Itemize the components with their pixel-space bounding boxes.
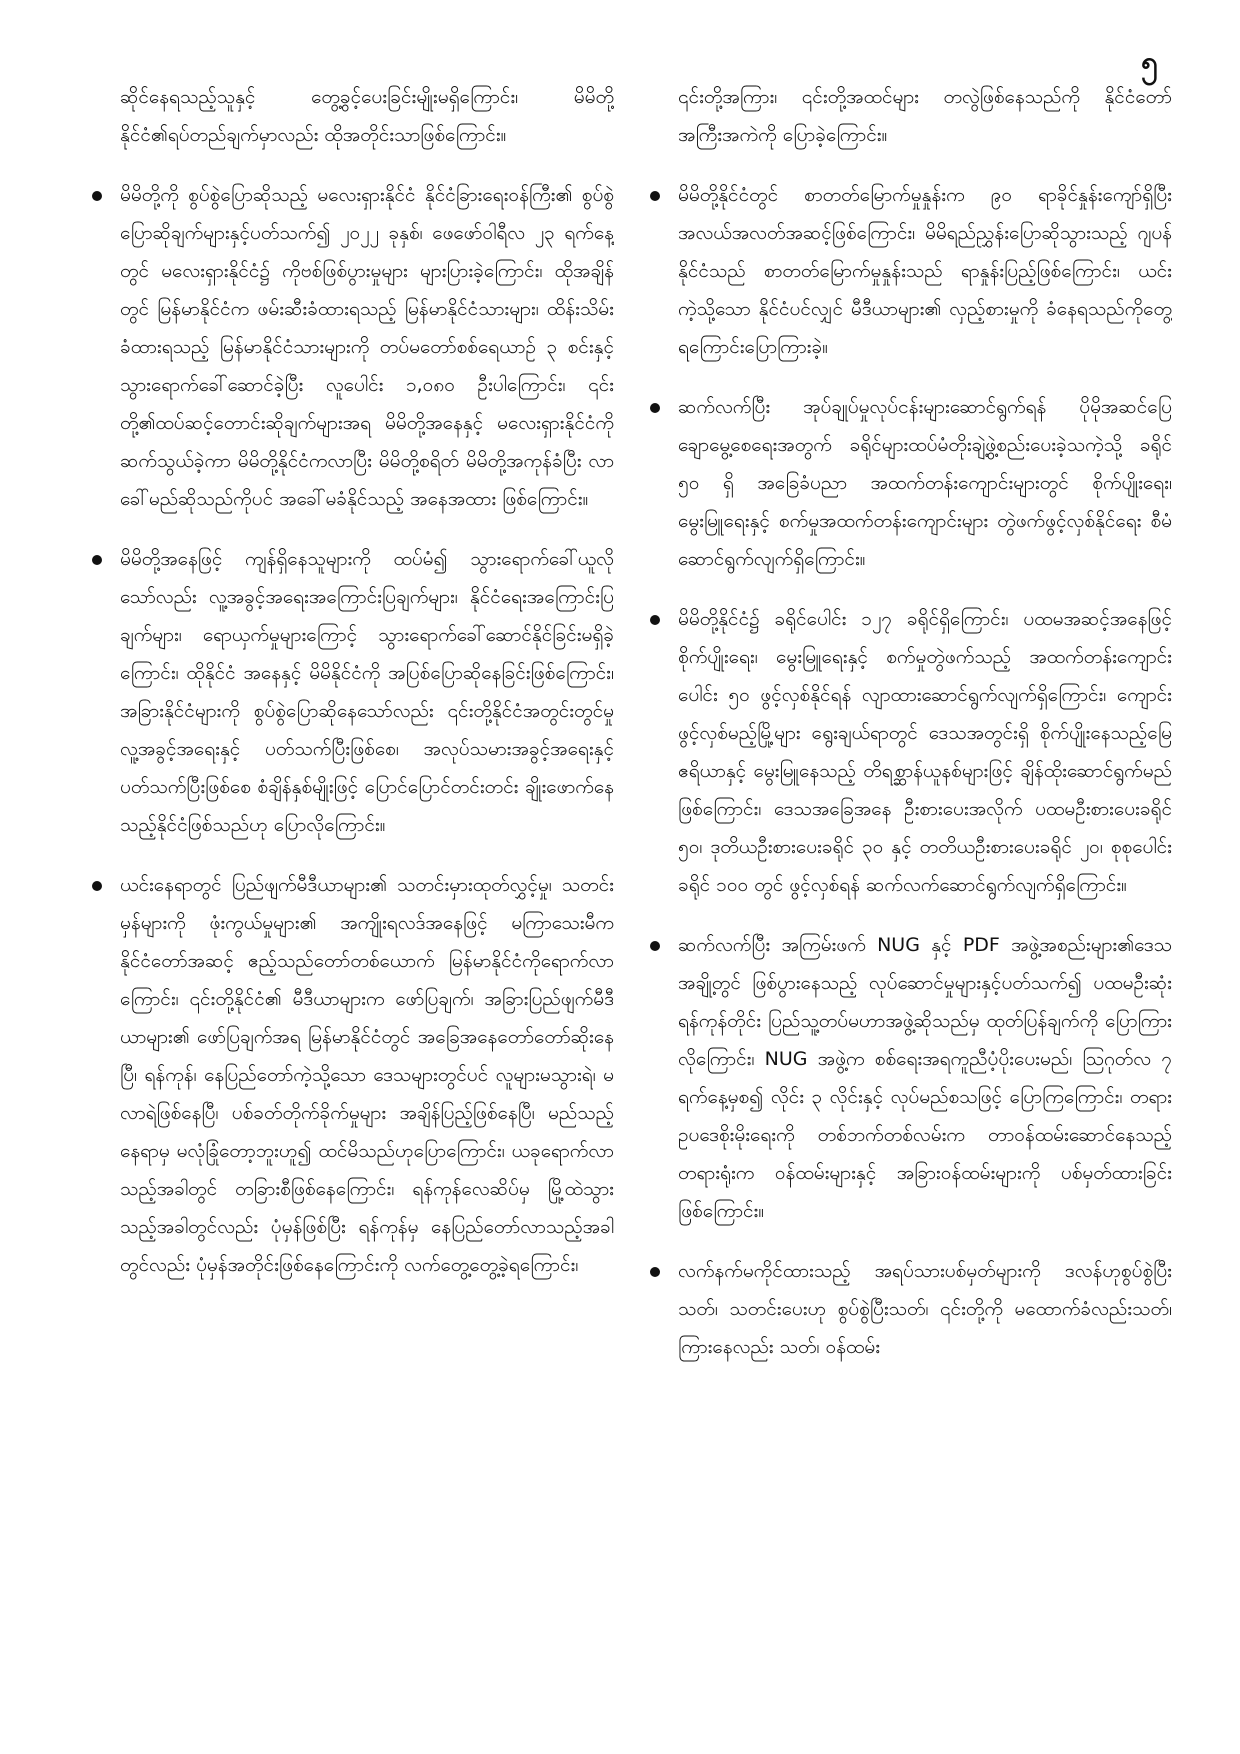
bullet-icon: [92, 555, 102, 565]
bullet-icon: [92, 881, 102, 891]
paragraph-text: မိမိတို့အနေဖြင့် ကျန်ရှိနေသူများကို ထပ်မံ၍ သွားရောက်ခေါ်ယူလိုသော်လည်း လူ့အခွင့်အရေးအကြောင်းပြချက်များ၊ နိုင်ငံရေးအကြောင်းပြချက်များ၊ ရောယှက်မှုများကြောင့် သွားရောက်ခေါ်ဆောင်နိုင်ခြင်းမရှိခဲ့ကြောင်း၊ ထိုနိုင်ငံ အနေနှင့် မိမိနိုင်ငံကို အပြစ်ပြောဆိုနေခြင်းဖြစ်ကြောင်း၊ အခြားနိုင်ငံများကို စွပ်စွဲပြောဆိုနေသော်လည်း ၎င်းတို့နိုင်ငံအတွင်းတွင်မှု လူ့အခွင့်အရေးနှင့် ပတ်သက်ပြီးဖြစ်စေ၊ အလုပ်သမားအခွင့်အရေးနှင့်ပတ်သက်ပြီးဖြစ်စေ စံချိန်နှစ်မျိုးဖြင့် ပြောင်ပြောင်တင်းတင်း ချိုးဖောက်နေသည့်နိုင်ငံဖြစ်သည်ဟု ပြောလိုကြောင်း။: [120, 548, 614, 836]
bullet-paragraph: [92, 540, 614, 844]
bullet-paragraph: [650, 926, 1172, 1230]
bullet-paragraph: [650, 388, 1172, 578]
bullet-icon: [650, 615, 660, 625]
continued-paragraph: [92, 78, 614, 154]
bullet-paragraph: [92, 176, 614, 518]
bullet-paragraph: [92, 866, 614, 1284]
left-column: [92, 78, 614, 1678]
bullet-icon: [650, 403, 660, 413]
bullet-icon: [650, 191, 660, 201]
bullet-icon: [650, 1267, 660, 1277]
paragraph-text: မိမိတို့နိုင်ငံ၌ ခရိုင်ပေါင်း ၁၂၇ ခရိုင်ရှိကြောင်း၊ ပထမအဆင့်အနေဖြင့် စိုက်ပျိုးရေး၊ မွေးမြူရေးနှင့် စက်မှုတွဲဖက်သည့် အထက်တန်းကျောင်းပေါင်း ၅၀ ဖွင့်လှစ်နိုင်ရန် လျာထားဆောင်ရွက်လျက်ရှိကြောင်း၊ ကျောင်းဖွင့်လှစ်မည့်မြို့များ ရွေးချယ်ရာတွင် ဒေသအတွင်းရှိ စိုက်ပျိုးနေသည့်မြေဧရိယာနှင့် မွေးမြူနေသည့် တိရစ္ဆာန်ယူနစ်များဖြင့် ချိန်ထိုးဆောင်ရွက်မည်ဖြစ်ကြောင်း၊ ဒေသအခြေအနေ ဦးစားပေးအလိုက် ပထမဦးစားပေးခရိုင် ၅၀၊ ဒုတိယဦးစားပေးခရိုင် ၃၀ နှင့် တတိယဦးစားပေးခရိုင် ၂၀၊ စုစုပေါင်းခရိုင် ၁၀၀ တွင် ဖွင့်လှစ်ရန် ဆက်လက်ဆောင်ရွက်လျက်ရှိကြောင်း။: [678, 608, 1172, 896]
bullet-paragraph: [650, 1252, 1172, 1366]
paragraph-text: မိမိတို့ကို စွပ်စွဲပြောဆိုသည့် မလေးရှားနိုင်ငံ နိုင်ငံခြားရေးဝန်ကြီး၏ စွပ်စွဲပြောဆိုချက်များနှင့်ပတ်သက်၍ ၂၀၂၂ ခုနှစ်၊ ဖေဖော်ဝါရီလ ၂၃ ရက်နေ့တွင် မလေးရှားနိုင်ငံ၌ ကိုဗစ်ဖြစ်ပွားမှုများ များပြားခဲ့ကြောင်း၊ ထိုအချိန်တွင် မြန်မာနိုင်ငံက ဖမ်းဆီးခံထားရသည့် မြန်မာနိုင်ငံသားများ၊ ထိန်းသိမ်းခံထားရသည့် မြန်မာနိုင်ငံသားများကို တပ်မတော်စစ်ရေယာဉ် ၃ စင်းနှင့် သွားရောက်ခေါ်ဆောင်ခဲ့ပြီး လူပေါင်း ၁,၀၈၀ ဦးပါကြောင်း၊ ၎င်းတို့၏ထပ်ဆင့်တောင်းဆိုချက်များအရ မိမိတို့အနေနှင့် မလေးရှားနိုင်ငံကို ဆက်သွယ်ခဲ့ကာ မိမိတို့နိုင်ငံကလာပြီး မိမိတို့စရိတ် မိမိတို့အကုန်ခံပြီး လာခေါ်မည်ဆိုသည်ကိုပင် အခေါ်မခံနိုင်သည့် အနေအထား ဖြစ်ကြောင်း။: [120, 184, 614, 510]
paragraph-text: ယင်းနေရာတွင် ပြည်ဖျက်မီဒီယာများ၏ သတင်းမှားထုတ်လွှင့်မှု၊ သတင်းမှန်များကို ဖုံးကွယ်မှုများ၏ အကျိုးရလဒ်အနေဖြင့် မကြာသေးမီက နိုင်ငံတော်အဆင့် ဧည့်သည်တော်တစ်ယောက် မြန်မာနိုင်ငံကိုရောက်လာကြောင်း၊ ၎င်းတို့နိုင်ငံ၏ မီဒီယာများက ဖော်ပြချက်၊ အခြားပြည်ဖျက်မီဒီယာများ၏ ဖော်ပြချက်အရ မြန်မာနိုင်ငံတွင် အခြေအနေတော်တော်ဆိုးနေပြီ၊ ရန်ကုန်၊ နေပြည်တော်ကဲ့သို့သော ဒေသများတွင်ပင် လူများမသွားရဲ၊ မလာရဲဖြစ်နေပြီ၊ ပစ်ခတ်တိုက်ခိုက်မှုများ အချိန်ပြည့်ဖြစ်နေပြီ၊ မည်သည့်နေရာမှ မလုံခြုံတော့ဘူးဟူ၍ ထင်မိသည်ဟုပြောကြောင်း၊ ယခုရောက်လာသည့်အခါတွင် တခြားစီဖြစ်နေကြောင်း၊ ရန်ကုန်လေဆိပ်မှ မြို့ထဲသွားသည့်အခါတွင်လည်း ပုံမှန်ဖြစ်ပြီး ရန်ကုန်မှ နေပြည်တော်လာသည့်အခါတွင်လည်း ပုံမှန်အတိုင်းဖြစ်နေကြောင်းကို လက်တွေ့တွေ့ခဲ့ရကြောင်း၊: [120, 874, 614, 1276]
paragraph-text: ဆက်လက်ပြီး အကြမ်းဖက် NUG နှင့် PDF အဖွဲ့အစည်းများ၏ဒေသအချို့တွင် ဖြစ်ပွားနေသည့် လုပ်ဆောင်မှုများနှင့်ပတ်သက်၍ ပထမဦးဆုံး ရန်ကုန်တိုင်း ပြည်သူ့တပ်မဟာအဖွဲ့ဆိုသည်မှ ထုတ်ပြန်ချက်ကို ပြောကြားလိုကြောင်း၊ NUG အဖွဲ့က စစ်ရေးအရကူညီပံ့ပိုးပေးမည်၊ ဩဂုတ်လ ၇ ရက်နေ့မှစ၍ လိုင်း ၃ လိုင်းနှင့် လုပ်မည်စသဖြင့် ပြောကြကြောင်း၊ တရားဥပဒေစိုးမိုးရေးကို တစ်ဘက်တစ်လမ်းက တာဝန်ထမ်းဆောင်နေသည့် တရားရုံးက ဝန်ထမ်းများနှင့် အခြားဝန်ထမ်းများကို ပစ်မှတ်ထားခြင်းဖြစ်ကြောင်း။: [678, 934, 1172, 1222]
bullet-icon: [92, 191, 102, 201]
paragraph-text: လက်နက်မကိုင်ထားသည့် အရပ်သားပစ်မှတ်များကို ဒလန်ဟုစွပ်စွဲပြီး သတ်၊ သတင်းပေးဟု စွပ်စွဲပြီးသတ်၊ ၎င်းတို့ကို မထောက်ခံလည်းသတ်၊ ကြားနေလည်း သတ်၊ ဝန်ထမ်း: [678, 1260, 1172, 1358]
paragraph-text: ဆက်လက်ပြီး အုပ်ချုပ်မှုလုပ်ငန်းများဆောင်ရွက်ရန် ပိုမိုအဆင်ပြေ ချောမွေ့စေရေးအတွက် ခရိုင်များထပ်မံတိုးချဲ့ဖွဲ့စည်းပေးခဲ့သကဲ့သို့ ခရိုင် ၅၀ ရှိ အခြေခံပညာ အထက်တန်းကျောင်းများတွင် စိုက်ပျိုးရေး၊ မွေးမြူရေးနှင့် စက်မှုအထက်တန်းကျောင်းများ တွဲဖက်ဖွင့်လှစ်နိုင်ရေး စီမံဆောင်ရွက်လျက်ရှိကြောင်း။: [678, 396, 1172, 570]
bullet-paragraph: [650, 600, 1172, 904]
continued-paragraph: [650, 78, 1172, 154]
page-number: ၅: [1141, 45, 1158, 80]
bullet-paragraph: [650, 176, 1172, 366]
paragraph-text: ၎င်းတို့အကြား၊ ၎င်းတို့အထင်များ တလွဲဖြစ်နေသည်ကို နိုင်ငံတော် အကြီးအကဲကို ပြောခဲ့ကြောင်း။: [678, 86, 1172, 146]
paragraph-text: ဆိုင်နေရသည့်သူနှင့် တွေ့ခွင့်ပေးခြင်းမျိုးမရှိကြောင်း၊ မိမိတို့နိုင်ငံ၏ရပ်တည်ချက်မှာလည်း ထိုအတိုင်းသာဖြစ်ကြောင်း။: [120, 86, 614, 146]
paragraph-text: မိမိတို့နိုင်ငံတွင် စာတတ်မြောက်မှုနှုန်းက ၉၀ ရာခိုင်နှုန်းကျော်ရှိပြီး အလယ်အလတ်အဆင့်ဖြစ်ကြောင်း၊ မိမိရည်ညွှန်းပြောဆိုသွားသည့် ဂျပန်နိုင်ငံသည် စာတတ်မြောက်မှုနှုန်းသည် ရာနှုန်းပြည့်ဖြစ်ကြောင်း၊ ယင်းကဲ့သို့သော နိုင်ငံပင်လျှင် မီဒီယာများ၏ လှည့်စားမှုကို ခံနေရသည်ကိုတွေ့ရကြောင်းပြောကြားခဲ့။: [678, 184, 1172, 358]
right-column: [650, 78, 1172, 1678]
bullet-icon: [650, 941, 660, 951]
article-columns: [92, 78, 1172, 1678]
